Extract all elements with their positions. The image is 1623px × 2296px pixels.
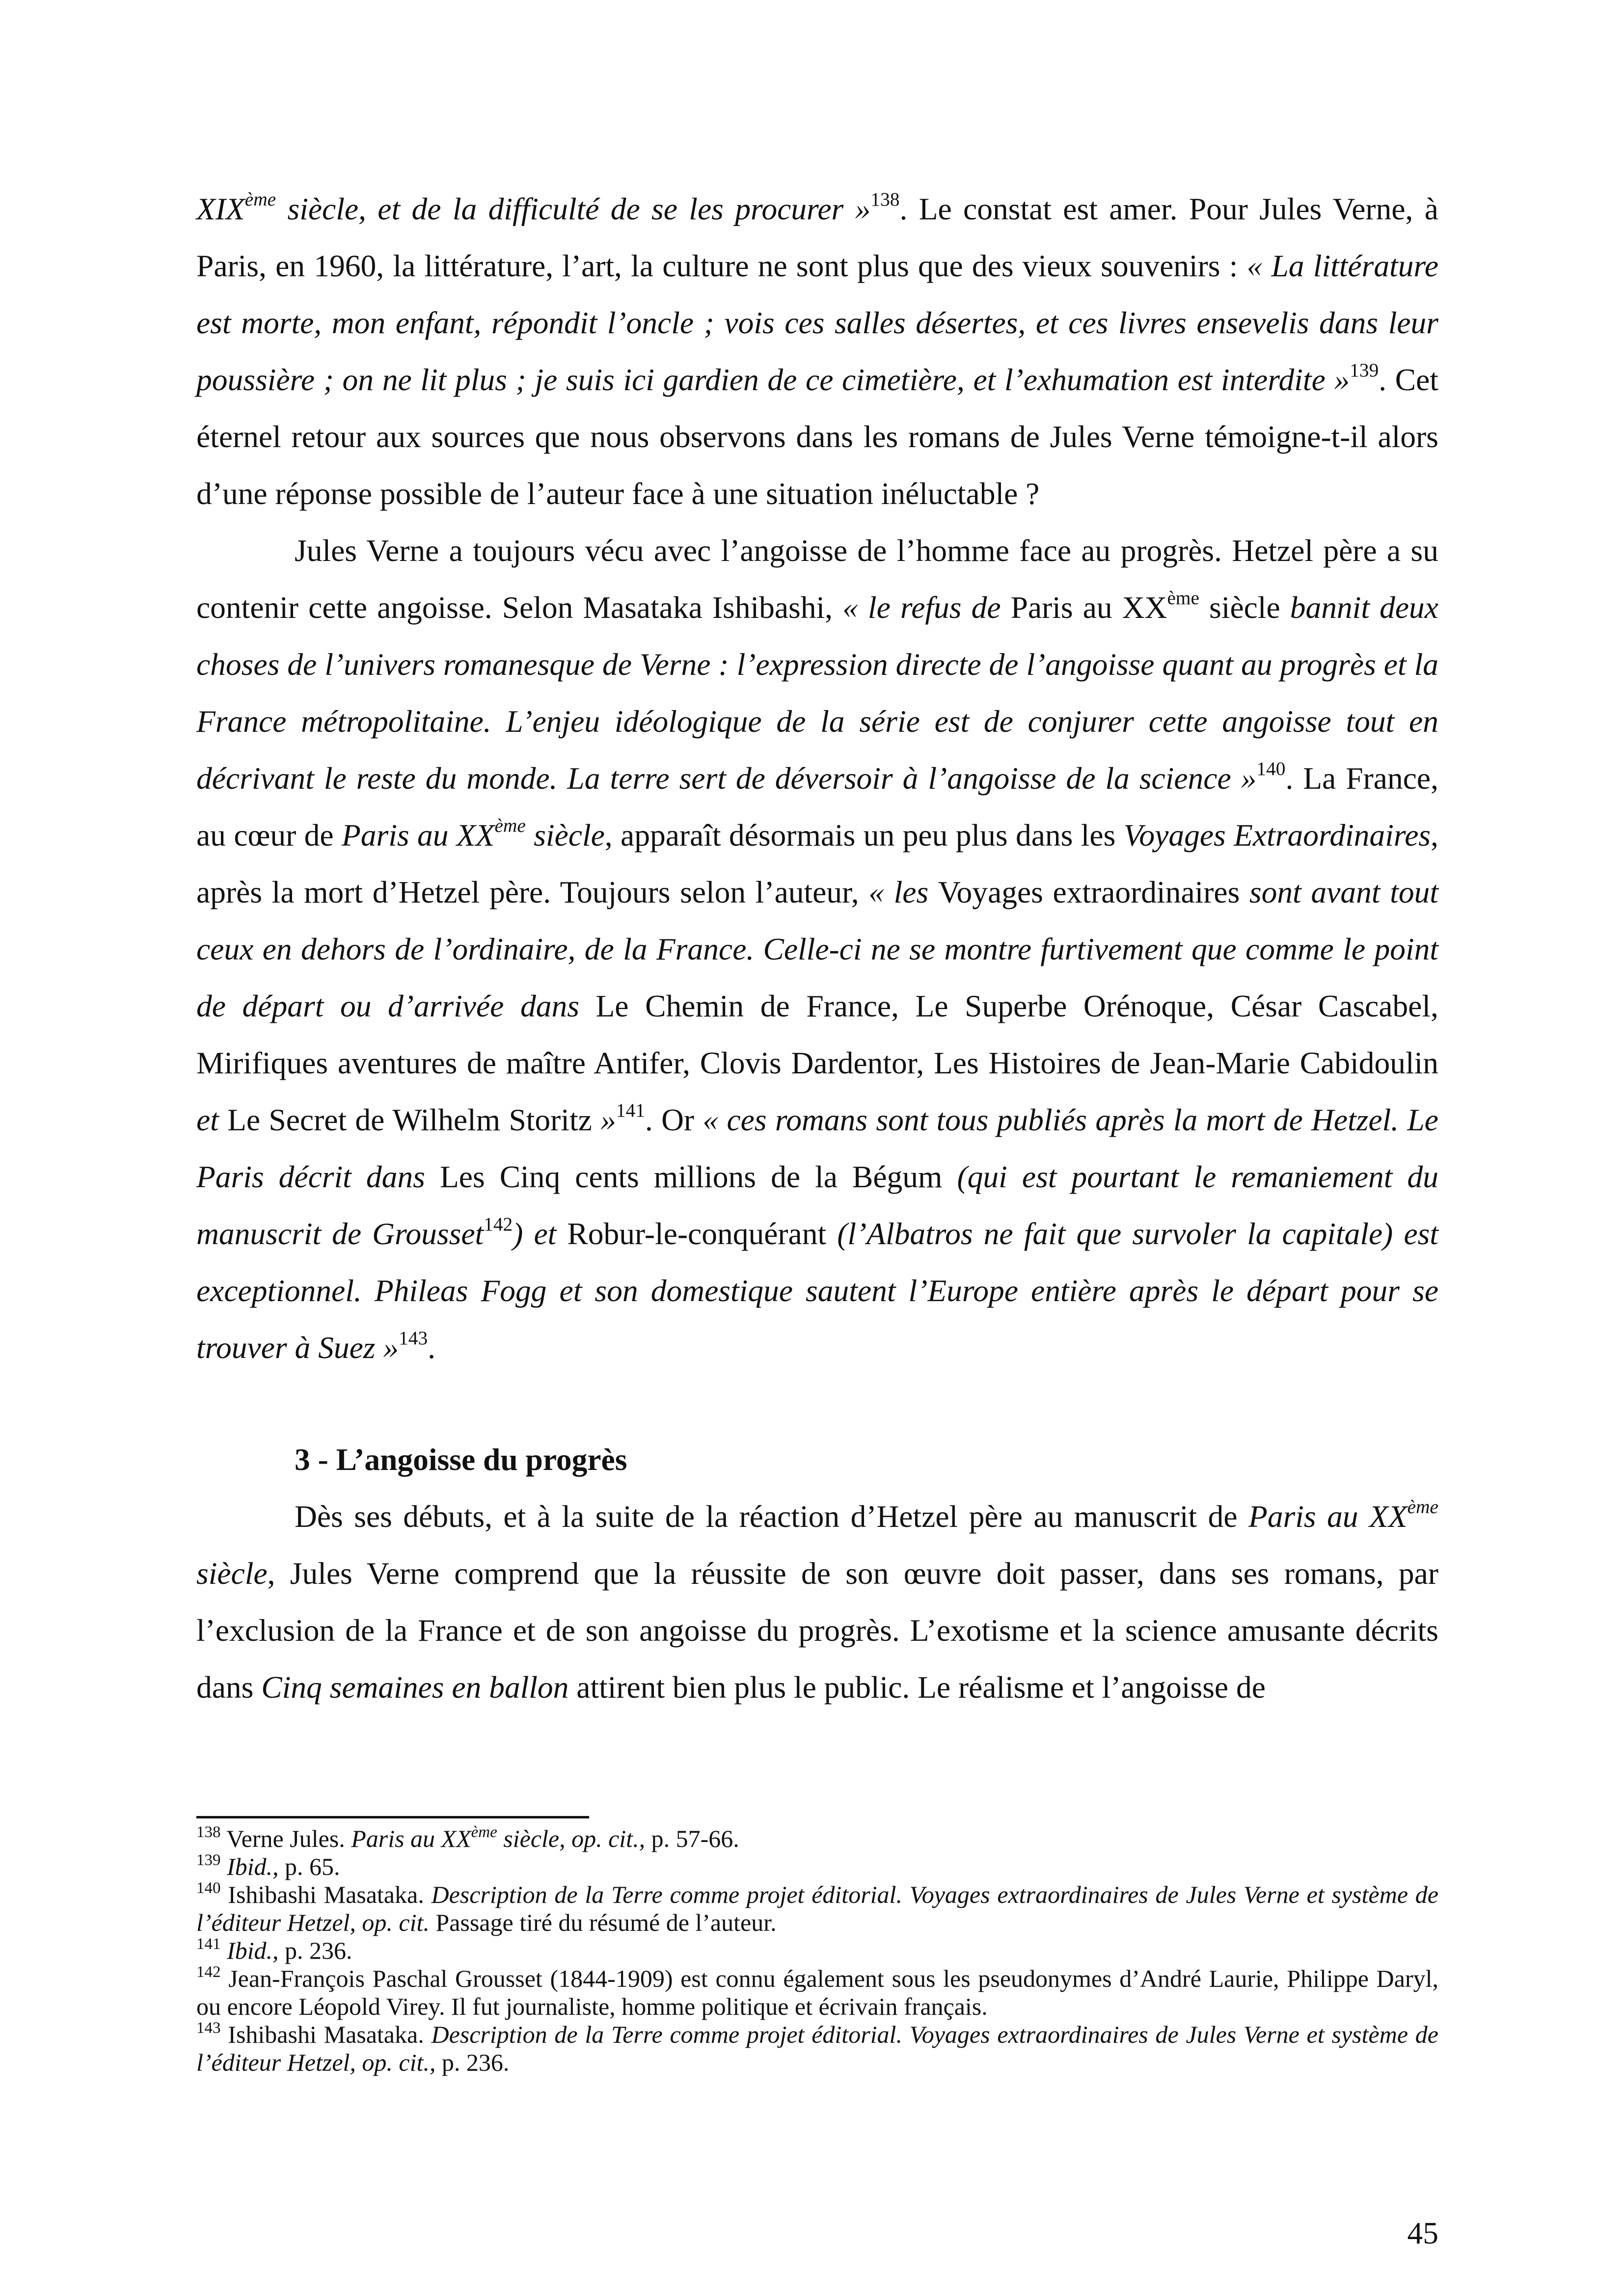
italic-run: siècle, et de la difficulté de se les procurer » [276,191,871,226]
text-run: Le Secret de Wilhelm Storitz [227,1102,601,1137]
text-run: Jean-François Paschal Grousset (1844-1909) est connu également sous les pseudonymes d’André Laurie, Philippe Daryl, ou encore Léopold Virey. Il fut journaliste, homme politique et écrivain français. [196,1965,1438,2020]
italic-run: Paris au XX [1248,1499,1407,1534]
text-run: Dès ses débuts, et à la suite de la réaction d’Hetzel père au manuscrit de [295,1499,1249,1534]
footnote-text [196,1965,1438,2020]
text-run: attirent bien plus le public. Le réalisme et l’angoisse de [568,1670,1266,1705]
text-run: , Jules Verne comprend que la réussite de son œuvre doit passer, dans ses romans, par l’exclusion de la France et de son angoisse du progrès. L’exotisme et la science amusante décrits dans [196,1556,1438,1705]
superscript-run: 140 [1256,757,1286,779]
text-run: , apparaît désormais un peu plus dans les [604,818,1124,853]
italic-run: Cinq semaines en ballon [261,1670,569,1705]
superscript-run: 138 [870,188,900,210]
italic-run: ) et [513,1216,568,1251]
text-run: p. 236. [278,1937,352,1964]
superscript-run: 142 [484,1213,513,1235]
footnote-number: 140 [196,1879,221,1897]
text-run [221,1853,227,1880]
italic-run: siècle [196,1556,268,1591]
text-run: . La France, au cœur de [196,761,1438,853]
footnote-138 [196,1825,1438,1853]
text-run: Robur-le-conquérant [567,1216,838,1251]
text-run: p. 236. [435,2049,510,2076]
italic-run: bannit deux choses de l’univers romanesque de Verne : l’expression directe de l’angoisse quant au progrès et la France métropolitaine. L’enjeu idéologique de la série est de conjurer cette angoisse tout en décrivant le reste du monde. La terre sert de déversoir à l’angoisse de la science » [196,590,1438,796]
superscript-run: ème [1167,587,1200,609]
superscript-run: 139 [1350,359,1379,381]
text-run: p. 57-66. [645,1825,739,1852]
text-run: p. 65. [278,1853,340,1880]
text-run: siècle [1199,590,1290,625]
paragraph-1 [196,181,1438,522]
italic-run: » [600,1102,616,1137]
footnote-142 [196,1965,1438,2021]
text-run: Ishibashi Masataka. [220,1881,432,1908]
text-run: . [428,1330,436,1365]
footnote-number: 138 [196,1823,221,1842]
italic-run: Description de la Terre comme projet éditorial. Voyages extraordinaires de Jules Verne et système de l’éditeur Hetzel, op. cit., [196,2021,1438,2076]
footnote-number: 141 [196,1935,221,1953]
footnote-text [221,1853,340,1880]
text-run: Les Cinq cents millions de la Bégum [439,1159,957,1194]
italic-run: Description de la Terre comme projet éditorial. Voyages extraordinaires de Jules Verne et système de l’éditeur Hetzel, op. cit. [196,1881,1438,1936]
italic-run: (qui est pourtant le remaniement du manuscrit de Grousset [196,1159,1438,1251]
paragraph-2 [196,522,1438,1376]
paragraph-3 [196,1488,1438,1716]
italic-run: Voyages Extraordinaires [1123,818,1431,853]
italic-run: (l’Albatros ne fait que survoler la capitale) est exceptionnel. Phileas Fogg et son domestique sautent l’Europe entière après le départ pour se trouver à Suez » [196,1216,1438,1365]
italic-superscript-run: ème [471,1823,497,1842]
text-run: Le Chemin de France, Le Superbe Orénoque, César Cascabel, Mirifiques aventures de maître Antifer, Clovis Dardentor, Les Histoires de Jean-Marie Cabidoulin [196,988,1438,1080]
page-number: 45 [1407,2216,1438,2250]
superscript-run: 143 [399,1327,428,1349]
italic-run: Paris au XX [351,1825,471,1852]
italic-run: siècle [525,818,605,853]
italic-run: XIX [196,191,245,226]
footnote-text [196,1881,1438,1936]
footnote-number: 143 [196,2019,221,2037]
footnote-number: 142 [196,1963,221,1981]
text-run: . Cet éternel retour aux sources que nous observons dans les romans de Jules Verne témoigne-t-il alors d’une réponse possible de l’auteur face à une situation inéluctable ? [196,362,1438,511]
footnote-140 [196,1881,1438,1937]
footnote-141 [196,1937,1438,1965]
footnote-text [221,1825,739,1852]
italic-run: Paris au XX [341,818,495,853]
text-run: . Le constat est amer. Pour Jules Verne, à Paris, en 1960, la littérature, l’art, la culture ne sont plus que des vieux souvenirs : [196,191,1438,283]
footnotes [196,1825,1438,2077]
text-run: . Or [645,1102,703,1137]
italic-run: Ibid., [227,1853,279,1880]
footnote-text [221,1937,352,1964]
text-run: Passage tiré du résumé de l’auteur. [429,1909,777,1936]
footnote-139 [196,1853,1438,1881]
superscript-run: 141 [616,1099,645,1121]
italic-superscript-run: ème [244,188,276,210]
footnote-separator [196,1816,589,1818]
section-heading: 3 - L’angoisse du progrès [295,1442,627,1477]
italic-run: sont avant tout ceux en dehors de l’ordinaire, de la France. Celle-ci ne se montre furtivement que comme le point de départ ou d’arrivée dans [196,875,1438,1023]
text-run: Jules Verne a toujours vécu avec l’angoisse de l’homme face au progrès. Hetzel père a su contenir cette angoisse. Selon Masataka Ishibashi, [196,533,1438,625]
text-run: Voyages extraordinaires [938,875,1249,909]
italic-run: « le refus de [842,590,1011,625]
text-run: Verne Jules. [220,1825,352,1852]
italic-run: Ibid., [227,1937,279,1964]
italic-superscript-run: ème [494,814,526,836]
text-run: Paris au XX [1010,590,1167,625]
italic-run: « les [868,875,938,909]
footnote-143 [196,2021,1438,2077]
text-run [221,1937,227,1964]
italic-run: « La littérature est morte, mon enfant, répondit l’oncle ; vois ces salles désertes, et ces livres ensevelis dans leur poussière ; on ne lit plus ; je suis ici gardien de ce cimetière, et l’exhumation est interdite » [196,248,1438,397]
footnote-number: 139 [196,1851,221,1869]
italic-run: et [196,1102,228,1137]
italic-run: « ces romans sont tous publiés après la mort de Hetzel. Le Paris décrit dans [196,1102,1438,1194]
text-run: , après la mort d’Hetzel père. Toujours selon l’auteur, [196,818,1438,909]
footnote-text [196,2021,1438,2076]
body-text [196,181,1438,1716]
italic-run: siècle, op. cit., [497,1825,646,1852]
text-run: Ishibashi Masataka. [220,2021,432,2048]
italic-superscript-run: ème [1407,1495,1439,1518]
